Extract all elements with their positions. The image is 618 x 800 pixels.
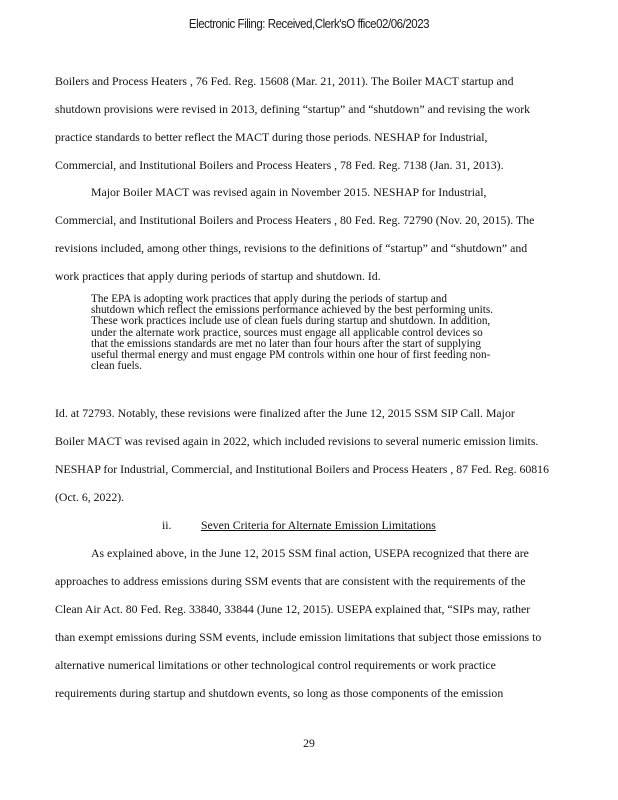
quote-line-1: The EPA is adopting work practices that apply during the periods of startup and xyxy=(91,293,447,305)
para2-line-1: Major Boiler MACT was revised again in November 2015. NESHAP for Industrial, xyxy=(91,185,487,199)
para4-line-2: approaches to address emissions during SSM events that are consistent with the requirements of the xyxy=(55,574,526,588)
section-heading xyxy=(162,518,436,533)
para3-line-1: Id. at 72793. Notably, these revisions were finalized after the June 12, 2015 SSM SIP Call. Major xyxy=(55,406,515,420)
quote-line-4: under the alternate work practice, sources must engage all applicable control devices so xyxy=(91,326,483,339)
para3-line-4: (Oct. 6, 2022). xyxy=(55,490,125,504)
para3-line-3: NESHAP for Industrial, Commercial, and Institutional Boilers and Process Heaters , 87 Fed. Reg. 60816 xyxy=(55,462,549,476)
para4-line-3: Clean Air Act. 80 Fed. Reg. 33840, 33844 (June 12, 2015). USEPA explained that, “SIPs may, rather xyxy=(55,602,531,616)
quote-line-2: shutdown which reflect the emissions performance achieved by the best performing units. xyxy=(91,304,494,317)
para4-line-1: As explained above, in the June 12, 2015 SSM final action, USEPA recognized that there are xyxy=(91,546,529,560)
para4-line-6: requirements during startup and shutdown events, so long as those components of the emission xyxy=(55,686,504,700)
para2-line-3: revisions included, among other things, revisions to the definitions of “startup” and “shutdown” and xyxy=(55,241,528,255)
quote-line-3: These work practices include use of clean fuels during startup and shutdown. In addition, xyxy=(91,315,491,328)
section-number: ii. xyxy=(162,518,172,532)
quote-line-7: clean fuels. xyxy=(91,360,142,373)
para4-line-5: alternative numerical limitations or other technological control requirements or work practice xyxy=(55,658,496,672)
section-title: Seven Criteria for Alternate Emission Limitations xyxy=(200,518,436,532)
para1-line-1: Boilers and Process Heaters , 76 Fed. Reg. 15608 (Mar. 21, 2011). The Boiler MACT startup and xyxy=(55,74,514,88)
para2-line-2: Commercial, and Institutional Boilers and Process Heaters , 80 Fed. Reg. 72790 (Nov. 20, 2015). The xyxy=(55,213,535,227)
para4-line-4: than exempt emissions during SSM events, include emission limitations that subject those emissions to xyxy=(55,630,542,644)
para3-line-2: Boiler MACT was revised again in 2022, which included revisions to several numeric emission limits. xyxy=(55,434,539,448)
page-number: 29 xyxy=(303,736,315,750)
para1-line-2: shutdown provisions were revised in 2013, defining “startup” and “shutdown” and revising the work xyxy=(55,102,531,116)
quote-line-5: that the emissions standards are met no later than four hours after the start of supplying xyxy=(91,337,481,350)
para2-line-4: work practices that apply during periods of startup and shutdown. Id. xyxy=(55,269,381,283)
filing-stamp-header: Electronic Filing: Received,Clerk'sO ffice02/06/2023 xyxy=(188,17,430,31)
para1-line-3: practice standards to better reflect the MACT during those periods. NESHAP for Industrial, xyxy=(55,130,488,144)
block-quote xyxy=(91,294,531,372)
quote-line-6: useful thermal energy and must engage PM controls within one hour of first feeding non- xyxy=(91,349,491,362)
para1-line-4: Commercial, and Institutional Boilers and Process Heaters , 78 Fed. Reg. 7138 (Jan. 31, 2013). xyxy=(55,158,504,172)
